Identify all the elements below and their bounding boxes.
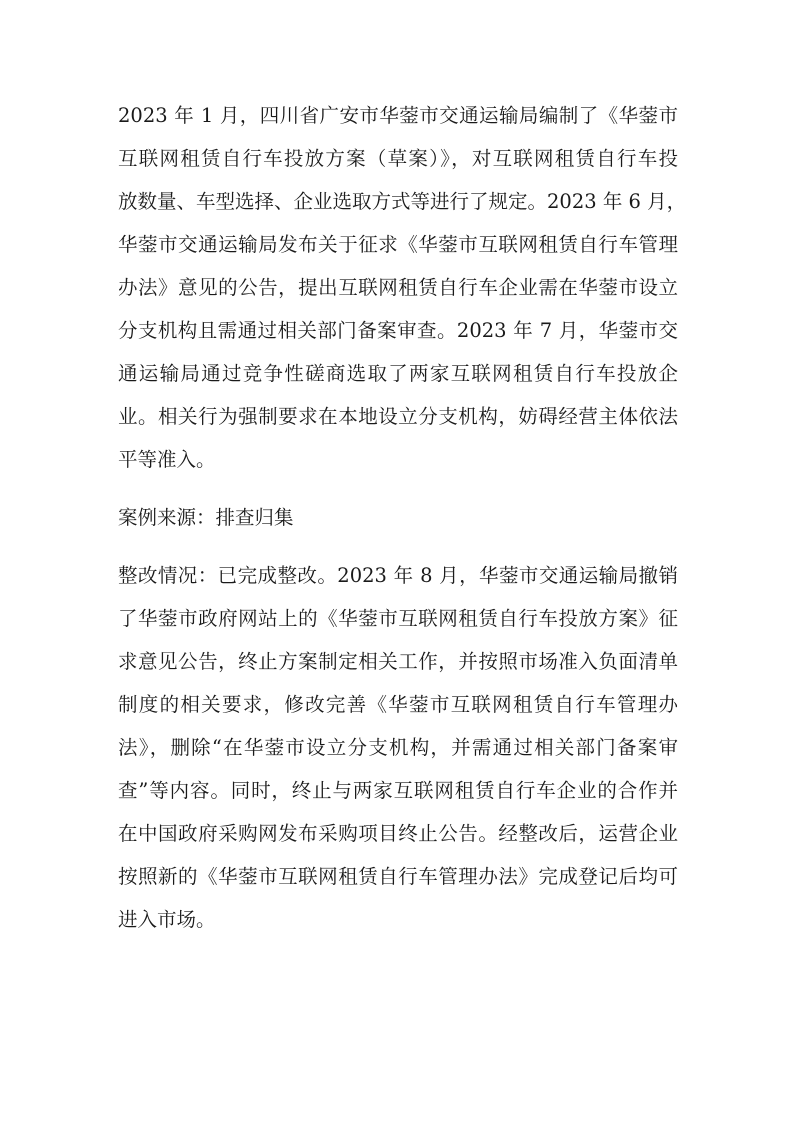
paragraph-line: 互联网租赁自行车投放方案（草案）》，对互联网租赁自行车投 <box>118 147 678 170</box>
paragraph-line: 放数量、车型选择、企业选取方式等进行了规定。2023 年 6 月， <box>118 190 687 213</box>
paragraph-line: 在中国政府采购网发布采购项目终止公告。经整改后，运营企业 <box>118 822 678 845</box>
paragraph-line: 2023 年 1 月，四川省广安市华蓥市交通运输局编制了《华蓥市 <box>118 104 678 127</box>
paragraph-line: 查”等内容。同时，终止与两家互联网租赁自行车企业的合作并 <box>118 779 678 802</box>
paragraph-line: 平等准入。 <box>118 448 216 471</box>
paragraph-line: 办法》意见的公告，提出互联网租赁自行车企业需在华蓥市设立 <box>118 276 678 299</box>
paragraph-line: 通运输局通过竞争性磋商选取了两家互联网租赁自行车投放企 <box>118 362 678 385</box>
paragraph-line: 整改情况：已完成整改。2023 年 8 月，华蓥市交通运输局撤销 <box>118 564 678 587</box>
paragraph-line: 业。相关行为强制要求在本地设立分支机构，妨碍经营主体依法 <box>118 405 678 428</box>
paragraph-line: 按照新的《华蓥市互联网租赁自行车管理办法》完成登记后均可 <box>118 865 678 888</box>
paragraph-line: 法》，删除“在华蓥市设立分支机构，并需通过相关部门备案审 <box>118 736 678 759</box>
paragraph-line: 求意见公告，终止方案制定相关工作，并按照市场准入负面清单 <box>118 650 678 673</box>
paragraph-line: 进入市场。 <box>118 908 216 931</box>
paragraph-line: 了华蓥市政府网站上的《华蓥市互联网租赁自行车投放方案》征 <box>118 607 678 630</box>
paragraph-line: 分支机构且需通过相关部门备案审查。2023 年 7 月，华蓥市交 <box>118 319 678 342</box>
paragraph-line: 华蓥市交通运输局发布关于征求《华蓥市互联网租赁自行车管理 <box>118 233 678 256</box>
paragraph-line: 制度的相关要求，修改完善《华蓥市互联网租赁自行车管理办 <box>118 693 678 716</box>
case-source: 案例来源：排查归集 <box>118 506 294 529</box>
